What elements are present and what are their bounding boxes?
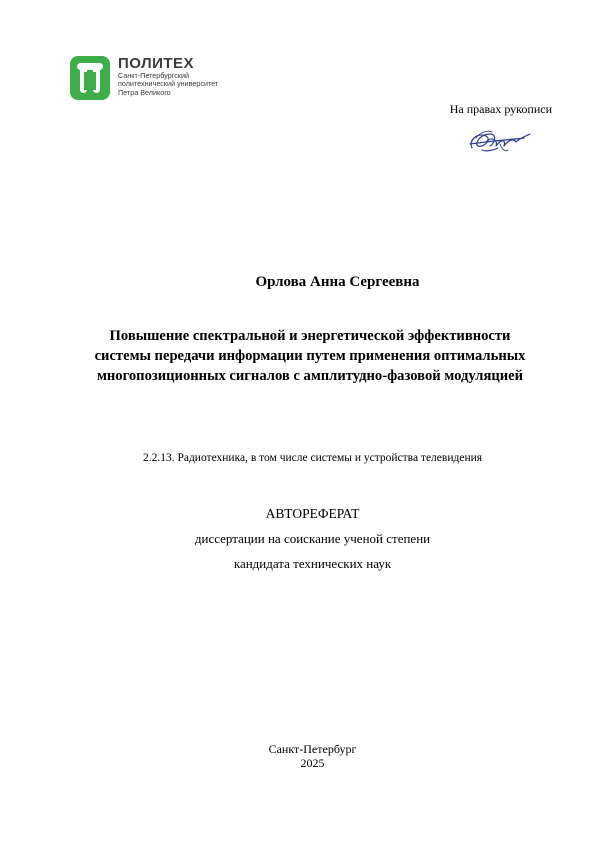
university-logo xyxy=(70,56,270,106)
degree-line: диссертации на соискание ученой степени xyxy=(194,531,431,546)
logo-subtitle-line: Санкт-Петербургский xyxy=(118,71,189,80)
rights-note: На правах рукописи xyxy=(449,102,552,116)
logo-title: ПОЛИТЕХ xyxy=(118,55,195,72)
degree-line: кандидата технических наук xyxy=(233,556,392,571)
logo-subtitle-line: Петра Великого xyxy=(118,87,171,97)
specialty-code: 2.2.13. Радиотехника, в том числе системы и устройства телевидения xyxy=(142,452,483,464)
dissertation-title-line: многопозиционных сигналов с амплитудно-фазовой модуляцией xyxy=(96,368,524,384)
logo-subtitle xyxy=(118,72,218,97)
logo-subtitle-line: политехнический университет xyxy=(118,79,219,89)
signature-icon xyxy=(464,126,532,156)
dissertation-title xyxy=(60,326,560,386)
year: 2025 xyxy=(300,756,325,770)
author-name: Орлова Анна Сергеевна xyxy=(255,274,420,290)
dissertation-title-line: системы передачи информации путем применения оптимальных xyxy=(94,348,526,364)
document-type: АВТОРЕФЕРАТ xyxy=(265,506,360,521)
politech-logo-icon xyxy=(70,56,110,100)
city: Санкт-Петербург xyxy=(268,742,357,756)
dissertation-title-line: Повышение спектральной и энергетической эффективности xyxy=(109,328,511,344)
